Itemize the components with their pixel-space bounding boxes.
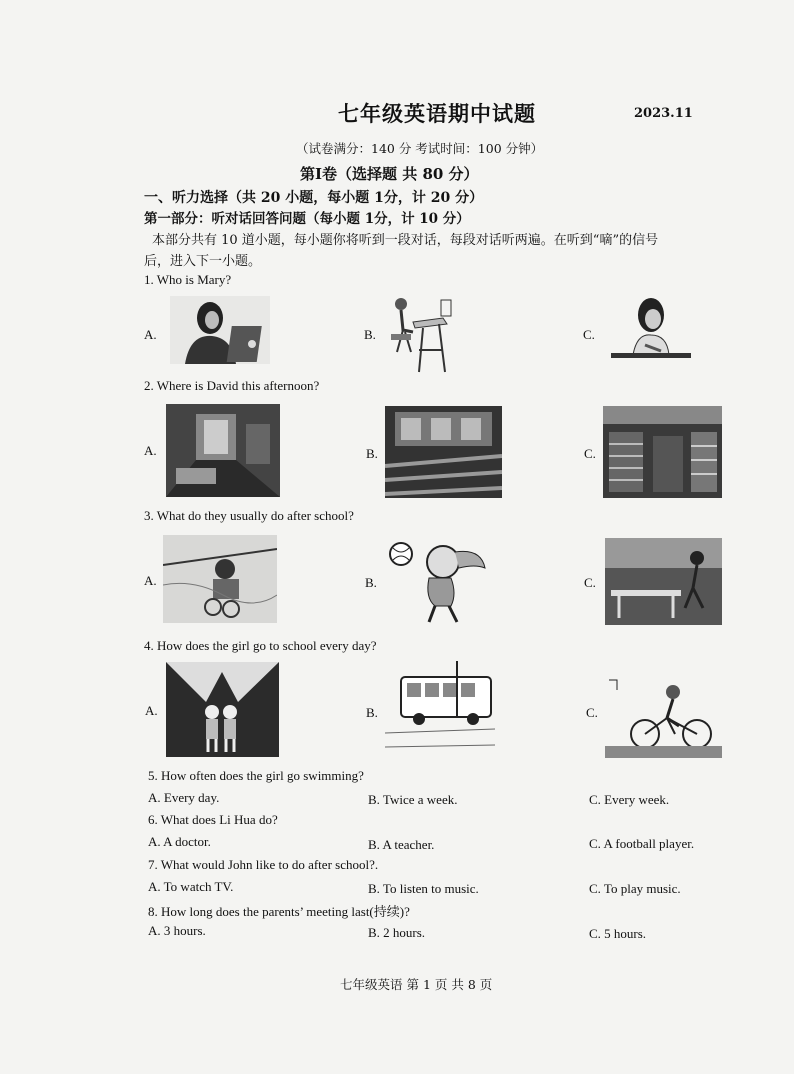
q3-option-b-label: B. <box>365 575 377 590</box>
q7-option-a: A. To watch TV. <box>148 879 234 894</box>
q4-option-c-image <box>605 676 722 758</box>
q7-option-c: C. To play music. <box>589 881 681 896</box>
q8-option-c: C. 5 hours. <box>589 926 647 941</box>
page-title: 七年级英语期中试题 <box>338 101 536 126</box>
question-2: 2. Where is David this afternoon? <box>144 378 320 393</box>
part-title: 第Ⅰ卷（选择题 共 80 分） <box>300 165 479 183</box>
q2-option-b-label: B. <box>366 446 378 461</box>
exam-date: 2023.11 <box>634 106 693 121</box>
q3-option-a-label: A. <box>144 573 157 588</box>
q1-option-a-label: A. <box>144 327 157 342</box>
q5-option-b: B. Twice a week. <box>368 792 458 807</box>
question-6: 6. What does Li Hua do? <box>148 812 278 827</box>
q7-option-b: B. To listen to music. <box>368 881 479 896</box>
q1-option-c-label: C. <box>583 327 595 342</box>
q4-option-a-label: A. <box>145 703 158 718</box>
section-heading: 一、听力选择（共 20 小题，每小题 1分，计 20 分） <box>144 190 484 206</box>
question-5: 5. How often does the girl go swimming? <box>148 768 364 783</box>
q1-option-c-image <box>605 293 691 373</box>
q1-option-b-label: B. <box>364 327 376 342</box>
q8-option-b: B. 2 hours. <box>368 925 426 940</box>
q1-option-a-image <box>170 296 270 364</box>
q6-option-a: A. A doctor. <box>148 834 211 849</box>
q2-option-b-image <box>385 406 502 498</box>
question-3: 3. What do they usually do after school? <box>144 508 354 523</box>
exam-meta: （试卷满分：140 分 考试时间：100 分钟） <box>296 141 544 156</box>
q5-option-a: A. Every day. <box>148 790 220 805</box>
q3-option-c-image <box>605 538 722 625</box>
q4-option-c-label: C. <box>586 705 598 720</box>
q6-option-c: C. A football player. <box>589 836 695 851</box>
instruction-line2: 后，进入下一小题。 <box>144 254 262 269</box>
q4-option-b-image <box>385 661 495 759</box>
q4-option-b-label: B. <box>366 705 378 720</box>
q3-option-c-label: C. <box>584 575 596 590</box>
q2-option-a-image <box>166 404 280 497</box>
q2-option-c-image <box>603 406 722 498</box>
part1-heading: 第一部分：听对话回答问题（每小题 1分，计 10 分） <box>144 211 470 227</box>
question-7: 7. What would John like to do after school?. <box>148 857 379 872</box>
q3-option-b-image <box>385 538 493 624</box>
q6-option-b: B. A teacher. <box>368 837 435 852</box>
question-8: 8. How long does the parents’ meeting last(持续)? <box>148 904 410 919</box>
q5-option-c: C. Every week. <box>589 792 670 807</box>
question-1: 1. Who is Mary? <box>144 272 232 287</box>
question-4: 4. How does the girl go to school every day? <box>144 638 377 653</box>
q8-option-a: A. 3 hours. <box>148 923 206 938</box>
q2-option-a-label: A. <box>144 443 157 458</box>
instruction-line1: 本部分共有 10 道小题，每小题你将听到一段对话，每段对话听两遍。在听到“嘀”的信号 <box>152 233 659 248</box>
page-footer: 七年级英语 第 1 页 共 8 页 <box>340 977 493 992</box>
q3-option-a-image <box>163 535 277 623</box>
q1-option-b-image <box>383 294 465 374</box>
q2-option-c-label: C. <box>584 446 596 461</box>
q4-option-a-image <box>166 662 279 757</box>
